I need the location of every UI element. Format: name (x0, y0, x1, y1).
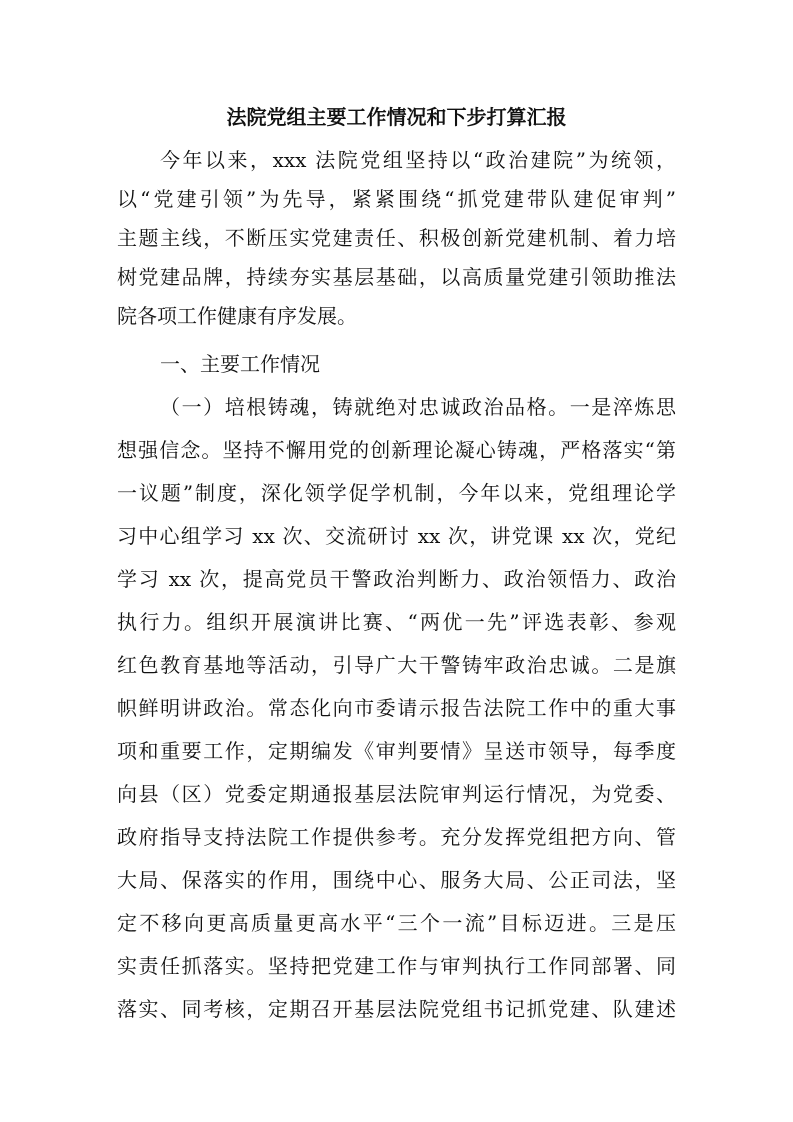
text-line: 以“党建引领”为先导，紧紧围绕“抓党建带队建促审判” (117, 187, 676, 211)
text-line: 项和重要工作，定期编发《审判要情》呈送市领导，每季度 (117, 739, 676, 763)
text-line: 想强信念。坚持不懈用党的创新理论凝心铸魂，严格落实“第 (117, 438, 676, 462)
text-line: 院各项工作健康有序发展。 (117, 304, 357, 328)
text-line: 政府指导支持法院工作提供参考。充分发挥党组把方向、管 (117, 825, 676, 849)
section-heading: 一、主要工作情况 (160, 352, 320, 376)
text-line: 学习 xx 次，提高党员干警政治判断力、政治领悟力、政治 (117, 567, 676, 591)
text-line: 定不移向更高质量更高水平“三个一流”目标迈进。三是压 (117, 911, 676, 935)
text-line: 今年以来，xxx 法院党组坚持以“政治建院”为统领， (160, 148, 676, 172)
text-line: （一）培根铸魂，铸就绝对忠诚政治品格。一是淬炼思 (160, 395, 676, 419)
text-line: 帜鲜明讲政治。常态化向市委请示报告法院工作中的重大事 (117, 696, 676, 720)
text-line: 实责任抓落实。坚持把党建工作与审判执行工作同部署、同 (117, 954, 676, 978)
text-line: 红色教育基地等活动，引导广大干警铸牢政治忠诚。二是旗 (117, 653, 676, 677)
text-line: 执行力。组织开展演讲比赛、“两优一先”评选表彰、参观 (117, 610, 676, 634)
document-title: 法院党组主要工作情况和下步打算汇报 (226, 105, 567, 129)
text-line: 习中心组学习 xx 次、交流研讨 xx 次，讲党课 xx 次，党纪 (117, 524, 676, 548)
text-line: 主题主线，不断压实党建责任、积极创新党建机制、着力培 (117, 226, 676, 250)
text-line: 树党建品牌，持续夯实基层基础，以高质量党建引领助推法 (117, 265, 676, 289)
section-paragraph (117, 386, 676, 1031)
document-body (117, 141, 676, 1031)
text-line: 一议题”制度，深化领学促学机制，今年以来，党组理论学 (117, 481, 676, 505)
text-line: 落实、同考核，定期召开基层法院党组书记抓党建、队建述 (117, 997, 676, 1021)
text-line: 大局、保落实的作用，围绕中心、服务大局、公正司法，坚 (117, 868, 676, 892)
text-line: 向县（区）党委定期通报基层法院审判运行情况，为党委、 (117, 782, 676, 806)
intro-paragraph (117, 141, 676, 336)
